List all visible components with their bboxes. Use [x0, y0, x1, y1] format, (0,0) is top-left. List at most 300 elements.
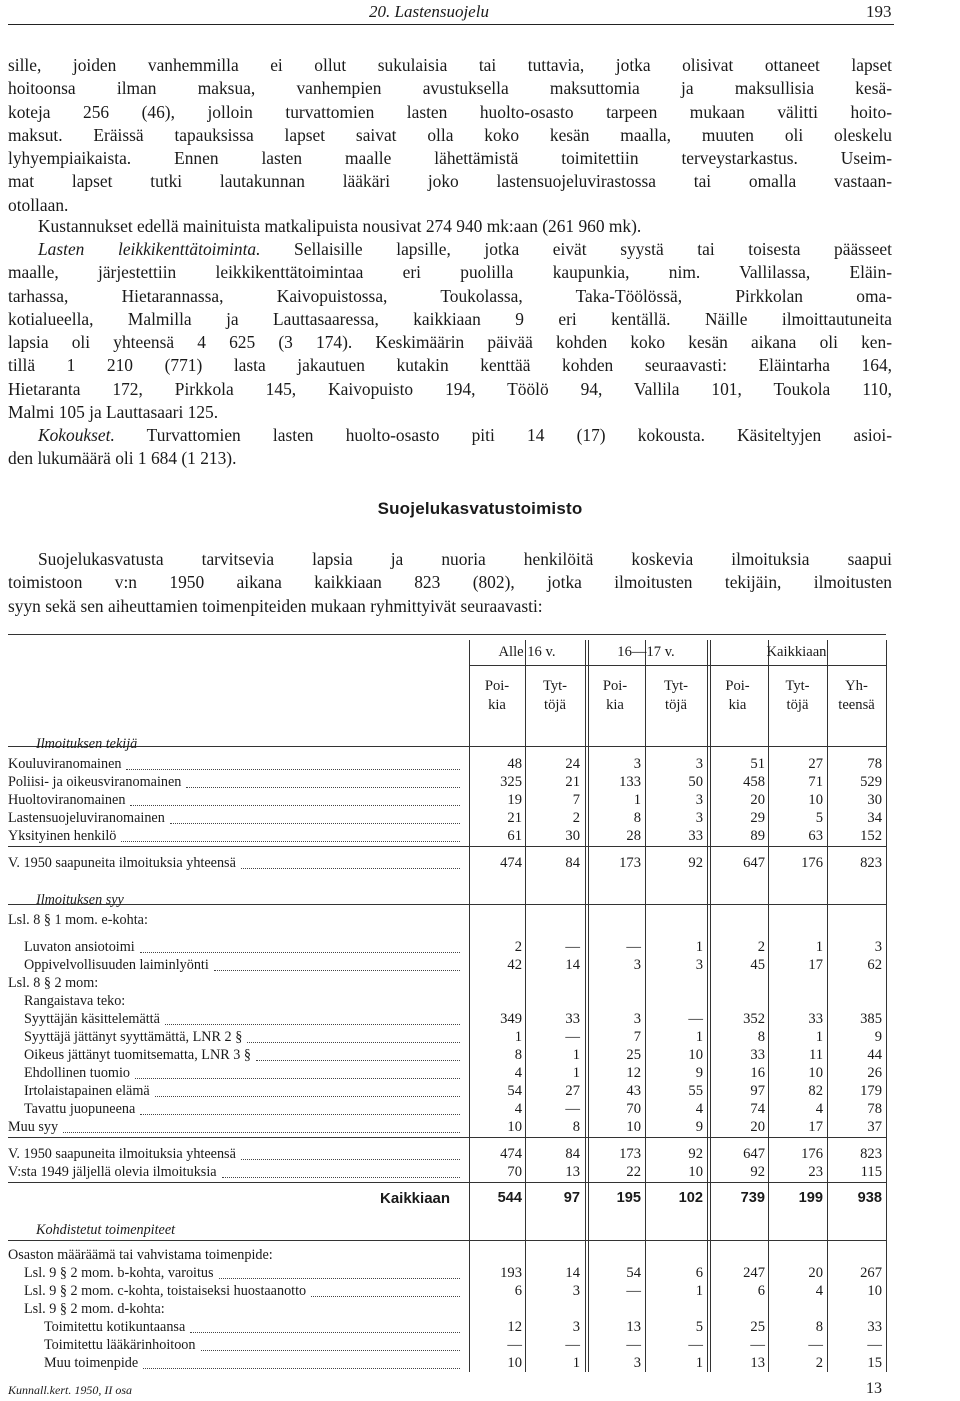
table-cell: 10 [808, 792, 823, 808]
paragraph-line: lapsia oli yhteensä 4 625 (3 174). Keskimäärin päivää kohden koko kesän aikana oli ken- [8, 332, 892, 353]
row-label [380, 1190, 453, 1207]
dot-leader [155, 1096, 460, 1097]
table-cell: 10 [808, 1065, 823, 1081]
paragraph-4 [8, 424, 892, 471]
table-cell: 3 [695, 792, 703, 808]
table-cell: 78 [867, 1101, 882, 1117]
table-cell: 173 [619, 1146, 641, 1162]
table-cell: 1 [514, 1029, 522, 1045]
table-cell: 1 [695, 1355, 703, 1371]
table-cell: 16 [750, 1065, 765, 1081]
paragraph-1 [8, 54, 892, 217]
table-cell: 3 [633, 1011, 641, 1027]
row-label [8, 855, 239, 872]
table-cell: 21 [565, 774, 580, 790]
table-cell: 8 [815, 1319, 823, 1335]
paragraph-line: maksut. Eräissä tapauksissa lapset saivat olla koko kesän maalla, muuten oli oleskelu [8, 124, 892, 145]
row-label [8, 1119, 61, 1136]
row-label [8, 975, 101, 992]
table-cell: 529 [860, 774, 882, 790]
table-cell: — [688, 1337, 703, 1353]
row-label [8, 810, 168, 827]
dot-leader [241, 1159, 460, 1160]
column-rule [585, 640, 586, 1372]
row-label [8, 792, 128, 809]
row-label [24, 957, 212, 974]
table-cell: 30 [867, 792, 882, 808]
table-cell: 6 [757, 1283, 765, 1299]
table-cell: 199 [798, 1190, 823, 1206]
table-cell: 28 [626, 828, 641, 844]
row-label-text: Lsl. 8 § 2 mom: [8, 975, 101, 991]
table-cell: 14 [565, 957, 580, 973]
paragraph-line: mat lapset tutki lautakunnan lääkäri joko lastensuojeluvirastossa tai omalla vastaan- [8, 171, 892, 192]
subsection-lead: Lasten leikkikenttätoiminta. [38, 239, 261, 259]
table-cell: 2 [815, 1355, 823, 1371]
table-cell: 6 [514, 1283, 522, 1299]
table-cell: 17 [808, 1119, 823, 1135]
row-label-text: Rangaistava teko: [24, 993, 128, 1009]
row-label [24, 1029, 245, 1046]
column-rule [886, 640, 887, 1372]
column-rule-double [588, 640, 589, 1372]
row-label [8, 912, 151, 929]
table-cell: 349 [500, 1011, 522, 1027]
table-cell: 647 [743, 855, 765, 871]
table-cell: 8 [514, 1047, 522, 1063]
table-cell: 458 [743, 774, 765, 790]
row-label-text: Oikeus jättänyt tuomitsematta, LNR 3 § [24, 1047, 254, 1063]
table-cell: 739 [740, 1190, 765, 1206]
table-cell: 385 [860, 1011, 882, 1027]
paragraph-line: Suojelukasvatusta tarvitsevia lapsia ja nuoria henkilöitä koskevia ilmoituksia saapui [38, 549, 892, 569]
column-header: Poi- kia [484, 678, 510, 713]
table-cell: 3 [633, 957, 641, 973]
row-label [8, 1164, 220, 1181]
table-cell: 61 [507, 828, 522, 844]
table-cell: — [750, 1337, 765, 1353]
table-cell: 2 [572, 810, 580, 826]
header-rule [8, 24, 894, 25]
table-cell: 44 [867, 1047, 882, 1063]
dot-leader [140, 952, 460, 953]
table-cell: 22 [626, 1164, 641, 1180]
table-cell: 13 [565, 1164, 580, 1180]
table-cell: 1 [695, 939, 703, 955]
table-rule [8, 634, 886, 635]
table-cell: — [808, 1337, 823, 1353]
table-cell: 3 [633, 756, 641, 772]
table-cell: 26 [867, 1065, 882, 1081]
table-cell: 12 [626, 1065, 641, 1081]
row-label-text: Syyttäjän käsittelemättä [24, 1011, 163, 1027]
table-cell: 10 [867, 1283, 882, 1299]
table-cell: 4 [815, 1101, 823, 1117]
table-cell: 29 [750, 810, 765, 826]
paragraph-line: maalle, järjestettiin leikkikenttätoimintaa eri puolilla kaupunkia, nim. Vallilassa, Eläin- [8, 262, 892, 283]
paragraph-line: Sellaisille lapsille, jotka eivät syystä tai toisesta päässeet [260, 239, 892, 259]
table-cell: 5 [815, 810, 823, 826]
row-label [8, 774, 184, 791]
table-cell: 48 [507, 756, 522, 772]
table-cell: 1 [695, 1283, 703, 1299]
table-cell: 4 [514, 1101, 522, 1117]
table-cell: 6 [695, 1265, 703, 1281]
dot-leader [190, 1332, 460, 1333]
table-cell: 8 [633, 810, 641, 826]
table-cell: 92 [688, 855, 703, 871]
table-cell: 7 [633, 1029, 641, 1045]
dot-leader [121, 841, 460, 842]
row-label [8, 1146, 239, 1163]
table-cell: 27 [808, 756, 823, 772]
paragraph-line: tillä 1 210 (771) lasta jakautuen kutakin kenttää kohden seuraavasti: Eläintarha 164, [8, 355, 892, 376]
table-cell: 10 [507, 1119, 522, 1135]
table-cell: 10 [688, 1047, 703, 1063]
table-cell: 12 [507, 1319, 522, 1335]
dot-leader [140, 1114, 460, 1115]
paragraph-line: tarhassa, Hietarannassa, Kaivopuistossa, Toukolassa, Taka-Töölössä, Pirkkolan oma- [8, 285, 892, 306]
table-cell: 82 [808, 1083, 823, 1099]
footer-page-number: 13 [866, 1380, 882, 1397]
table-cell: 8 [572, 1119, 580, 1135]
table-cell: 33 [688, 828, 703, 844]
table-cell: 37 [867, 1119, 882, 1135]
table-cell: 43 [626, 1083, 641, 1099]
column-rule-double [710, 640, 711, 1372]
row-label [8, 756, 124, 773]
column-group-header: Alle 16 v. [498, 644, 556, 660]
row-label-text: Lsl. 8 § 1 mom. e-kohta: [8, 912, 151, 928]
paragraph-2 [8, 215, 892, 238]
column-header: Yh- teensä [838, 678, 875, 713]
row-label-text: V. 1950 saapuneita ilmoituksia yhteensä [8, 1146, 239, 1162]
table-cell: — [626, 1337, 641, 1353]
table-cell: 647 [743, 1146, 765, 1162]
table-cell: 4 [514, 1065, 522, 1081]
table-cell: 92 [750, 1164, 765, 1180]
table-rule [8, 746, 886, 747]
column-rule [525, 640, 526, 1372]
table-cell: 176 [801, 855, 823, 871]
table-cell: 3 [874, 939, 882, 955]
column-group-header: Kaikkiaan [766, 644, 827, 660]
column-rule [768, 640, 769, 1372]
table-cell: 1 [633, 792, 641, 808]
table-cell: 179 [860, 1083, 882, 1099]
row-label-text: Ehdollinen tuomio [24, 1065, 133, 1081]
dot-leader [311, 1296, 460, 1297]
paragraph-line: lyhyempiaikaista. Ennen lasten maalle lähettämistä toimitettiin terveystarkastus. Useim- [8, 148, 892, 169]
table-cell: — [507, 1337, 522, 1353]
table-cell: 70 [626, 1101, 641, 1117]
running-header-title: 20. Lastensuojelu [369, 2, 489, 21]
table-cell: 474 [500, 1146, 522, 1162]
table-cell: 102 [678, 1190, 703, 1206]
table-cell: 173 [619, 855, 641, 871]
table-cell: 45 [750, 957, 765, 973]
column-header: Poi- kia [725, 678, 750, 713]
table-cell: 10 [626, 1119, 641, 1135]
row-label [24, 939, 138, 956]
table-cell: 25 [626, 1047, 641, 1063]
row-label-text: V:sta 1949 jäljellä olevia ilmoituksia [8, 1164, 220, 1180]
column-header: Tyt- töjä [663, 678, 689, 713]
row-label-text: Lsl. 9 § 2 mom. d-kohta: [24, 1301, 168, 1317]
paragraph-line: toimistoon v:n 1950 aikana kaikkiaan 823 (802), jotka ilmoitusten tekijäin, ilmoitusten [8, 572, 892, 593]
dot-leader [135, 1078, 460, 1079]
row-label [24, 1083, 153, 1100]
row-label-text: Huoltoviranomainen [8, 792, 128, 808]
table-cell: — [565, 1101, 580, 1117]
row-label-text: Toimitettu lääkärinhoitoon [44, 1337, 199, 1353]
paragraph-line: Malmi 105 ja Lauttasaari 125. [8, 402, 219, 423]
table-cell: 33 [565, 1011, 580, 1027]
column-header: Poi- kia [602, 678, 628, 713]
table-rule [8, 1137, 886, 1138]
dot-leader [241, 868, 460, 869]
dot-leader [165, 1024, 460, 1025]
table-cell: — [867, 1337, 882, 1353]
row-label [44, 1337, 199, 1354]
table-cell: — [626, 939, 641, 955]
table-cell: 19 [507, 792, 522, 808]
dot-leader [170, 823, 460, 824]
table-cell: 3 [695, 756, 703, 772]
dot-leader [201, 1350, 461, 1351]
paragraph-3 [8, 238, 892, 424]
table-cell: 474 [500, 855, 522, 871]
paragraph-line: syyn sekä sen aiheuttamien toimenpiteiden mukaan ryhmittyivät seuraavasti: [8, 595, 543, 616]
table-cell: 24 [565, 756, 580, 772]
table-cell: 193 [500, 1265, 522, 1281]
subsection-lead: Kokoukset. [38, 425, 115, 445]
page-number: 193 [866, 2, 892, 21]
table-cell: 2 [514, 939, 522, 955]
table-cell: 823 [860, 1146, 882, 1162]
row-label [8, 828, 119, 845]
footer-source: Kunnall.kert. 1950, II osa [8, 1383, 132, 1397]
table-cell: 55 [688, 1083, 703, 1099]
table-cell: 20 [750, 1119, 765, 1135]
column-header: Tyt- töjä [785, 678, 810, 713]
dot-leader [219, 1278, 460, 1279]
paragraph-line: kotialueella, Malmilla ja Lauttasaaressa, kaikkiaan 9 eri kentällä. Näille ilmoittautuneita [8, 308, 892, 329]
column-rule [707, 640, 708, 1372]
column-group-header: 16—17 v. [617, 644, 675, 660]
dot-leader [143, 1368, 460, 1369]
table-cell: 115 [860, 1164, 882, 1180]
table-cell: 247 [743, 1265, 765, 1281]
row-label-text: Irtolaistapainen elämä [24, 1083, 153, 1099]
table-cell: 13 [626, 1319, 641, 1335]
table-cell: 33 [867, 1319, 882, 1335]
table-cell: 27 [565, 1083, 580, 1099]
table-cell: 50 [688, 774, 703, 790]
table-cell: 84 [565, 855, 580, 871]
table-cell: 352 [743, 1011, 765, 1027]
table-cell: — [688, 1011, 703, 1027]
table-rule [8, 904, 886, 905]
paragraph-line: Turvattomien lasten huolto-osasto piti 14 (17) kokousta. Käsiteltyjen asioi- [114, 425, 892, 445]
row-label-text: Osaston määräämä tai vahvistama toimenpide: [8, 1247, 276, 1263]
table-cell: 3 [572, 1319, 580, 1335]
table-rule [8, 1182, 886, 1183]
table-cell: 97 [750, 1083, 765, 1099]
table-cell: 9 [874, 1029, 882, 1045]
table-cell: 3 [695, 810, 703, 826]
table-cell: 20 [750, 792, 765, 808]
table-cell: 13 [750, 1355, 765, 1371]
table-cell: — [626, 1283, 641, 1299]
paragraph-line: koteja 256 (46), jolloin turvattomien lasten huolto-osasto tarpeen mukaan välitti hoito- [8, 101, 892, 122]
table-cell: 2 [757, 939, 765, 955]
row-label-text: Oppivelvollisuuden laiminlyönti [24, 957, 212, 973]
table-cell: 195 [616, 1190, 641, 1206]
table-cell: 71 [808, 774, 823, 790]
table-cell: 1 [815, 1029, 823, 1045]
table-cell: 4 [695, 1101, 703, 1117]
table-section-title: Ilmoituksen tekijä [36, 736, 138, 752]
paragraph-line: Hietaranta 172, Pirkkola 145, Kaivopuisto 194, Töölö 94, Vallila 101, Toukola 110, [8, 378, 892, 399]
table-cell: 10 [507, 1355, 522, 1371]
table-section-title: Ilmoituksen syy [36, 892, 124, 908]
table-cell: — [565, 1029, 580, 1045]
table-cell: 9 [695, 1065, 703, 1081]
column-header: Tyt- töjä [542, 678, 568, 713]
row-label-text: V. 1950 saapuneita ilmoituksia yhteensä [8, 855, 239, 871]
row-label [24, 1011, 163, 1028]
row-label-text: Muu toimenpide [44, 1355, 141, 1371]
paragraph-5 [8, 548, 892, 618]
table-cell: 544 [497, 1190, 522, 1206]
row-label [44, 1319, 188, 1336]
table-cell: 74 [750, 1101, 765, 1117]
table-cell: 267 [860, 1265, 882, 1281]
row-label [8, 1247, 276, 1264]
table-cell: 325 [500, 774, 522, 790]
table-cell: 89 [750, 828, 765, 844]
table-cell: 33 [808, 1011, 823, 1027]
table-cell: 84 [565, 1146, 580, 1162]
table-cell: 9 [695, 1119, 703, 1135]
table-cell: 1 [572, 1355, 580, 1371]
dot-leader [222, 1177, 460, 1178]
row-label-text: Kaikkiaan [380, 1190, 453, 1207]
table-cell: 11 [808, 1047, 823, 1063]
row-label-text: Lsl. 9 § 2 mom. b-kohta, varoitus [24, 1265, 217, 1281]
row-label [44, 1355, 141, 1372]
table-rule [469, 665, 886, 666]
table-cell: 70 [507, 1164, 522, 1180]
column-rule [469, 640, 470, 1372]
table-cell: 17 [808, 957, 823, 973]
row-label [24, 1301, 168, 1318]
table-cell: 54 [626, 1265, 641, 1281]
table-cell: 14 [565, 1265, 580, 1281]
dot-leader [214, 970, 460, 971]
table-cell: 54 [507, 1083, 522, 1099]
table-cell: 4 [815, 1283, 823, 1299]
table-cell: 1 [815, 939, 823, 955]
table-cell: 15 [867, 1355, 882, 1371]
row-label [24, 1047, 254, 1064]
table-cell: 63 [808, 828, 823, 844]
paragraph-line: sille, joiden vanhemmilla ei ollut sukulaisia tai tuttavia, jotka olisivat ottaneet lapset [8, 55, 892, 75]
table-cell: 3 [695, 957, 703, 973]
table-rule [8, 846, 886, 847]
table-cell: 20 [808, 1265, 823, 1281]
dot-leader [63, 1132, 460, 1133]
table-cell: 42 [507, 957, 522, 973]
dot-leader [256, 1060, 460, 1061]
paragraph-line: otollaan. [8, 194, 69, 215]
table-cell: 1 [572, 1047, 580, 1063]
row-label [24, 993, 128, 1010]
paragraph-line: hoitoonsa ilman maksua, vanhempien avustuksella maksuttomia ja maksullisia kesä- [8, 78, 892, 99]
table-cell: — [565, 1337, 580, 1353]
row-label [24, 1283, 309, 1300]
table-rule [8, 1240, 886, 1241]
table-cell: 25 [750, 1319, 765, 1335]
table-cell: 23 [808, 1164, 823, 1180]
paragraph-line: Kustannukset edellä mainituista matkalipuista nousivat 274 940 mk:aan (261 960 mk). [38, 216, 642, 236]
table-cell: 97 [563, 1190, 580, 1206]
column-rule [645, 640, 646, 1372]
row-label-text: Kouluviranomainen [8, 756, 124, 772]
dot-leader [186, 787, 460, 788]
row-label-text: Toimitettu kotikuntaansa [44, 1319, 188, 1335]
table-cell: — [565, 939, 580, 955]
table-cell: 92 [688, 1146, 703, 1162]
table-section-title: Kohdistetut toimenpiteet [36, 1222, 176, 1238]
table-cell: 5 [695, 1319, 703, 1335]
table-cell: 8 [757, 1029, 765, 1045]
table-cell: 78 [867, 756, 882, 772]
table-cell: 51 [750, 756, 765, 772]
row-label-text: Syyttäjä jättänyt syyttämättä, LNR 2 § [24, 1029, 245, 1045]
table-cell: 3 [633, 1355, 641, 1371]
table-cell: 3 [572, 1283, 580, 1299]
section-title: Suojelukasvatustoimisto [377, 499, 583, 518]
row-label [24, 1265, 217, 1282]
column-rule [827, 640, 828, 1372]
statistics-table [0, 626, 960, 1386]
row-label-text: Lsl. 9 § 2 mom. c-kohta, toistaiseksi huostaanotto [24, 1283, 309, 1299]
table-cell: 1 [572, 1065, 580, 1081]
row-label-text: Tavattu juopuneena [24, 1101, 138, 1117]
table-cell: 938 [857, 1190, 882, 1206]
table-cell: 21 [507, 810, 522, 826]
table-cell: 1 [695, 1029, 703, 1045]
dot-leader [126, 769, 460, 770]
dot-leader [247, 1042, 460, 1043]
table-cell: 33 [750, 1047, 765, 1063]
row-label-text: Luvaton ansiotoimi [24, 939, 138, 955]
row-label-text: Poliisi- ja oikeusviranomainen [8, 774, 184, 790]
paragraph-line: den lukumäärä oli 1 684 (1 213). [8, 448, 237, 469]
table-cell: 10 [688, 1164, 703, 1180]
row-label-text: Lastensuojeluviranomainen [8, 810, 168, 826]
table-cell: 62 [867, 957, 882, 973]
table-cell: 34 [867, 810, 882, 826]
row-label [24, 1101, 138, 1118]
table-cell: 133 [619, 774, 641, 790]
table-cell: 176 [801, 1146, 823, 1162]
row-label-text: Yksityinen henkilö [8, 828, 119, 844]
row-label [24, 1065, 133, 1082]
dot-leader [130, 805, 460, 806]
